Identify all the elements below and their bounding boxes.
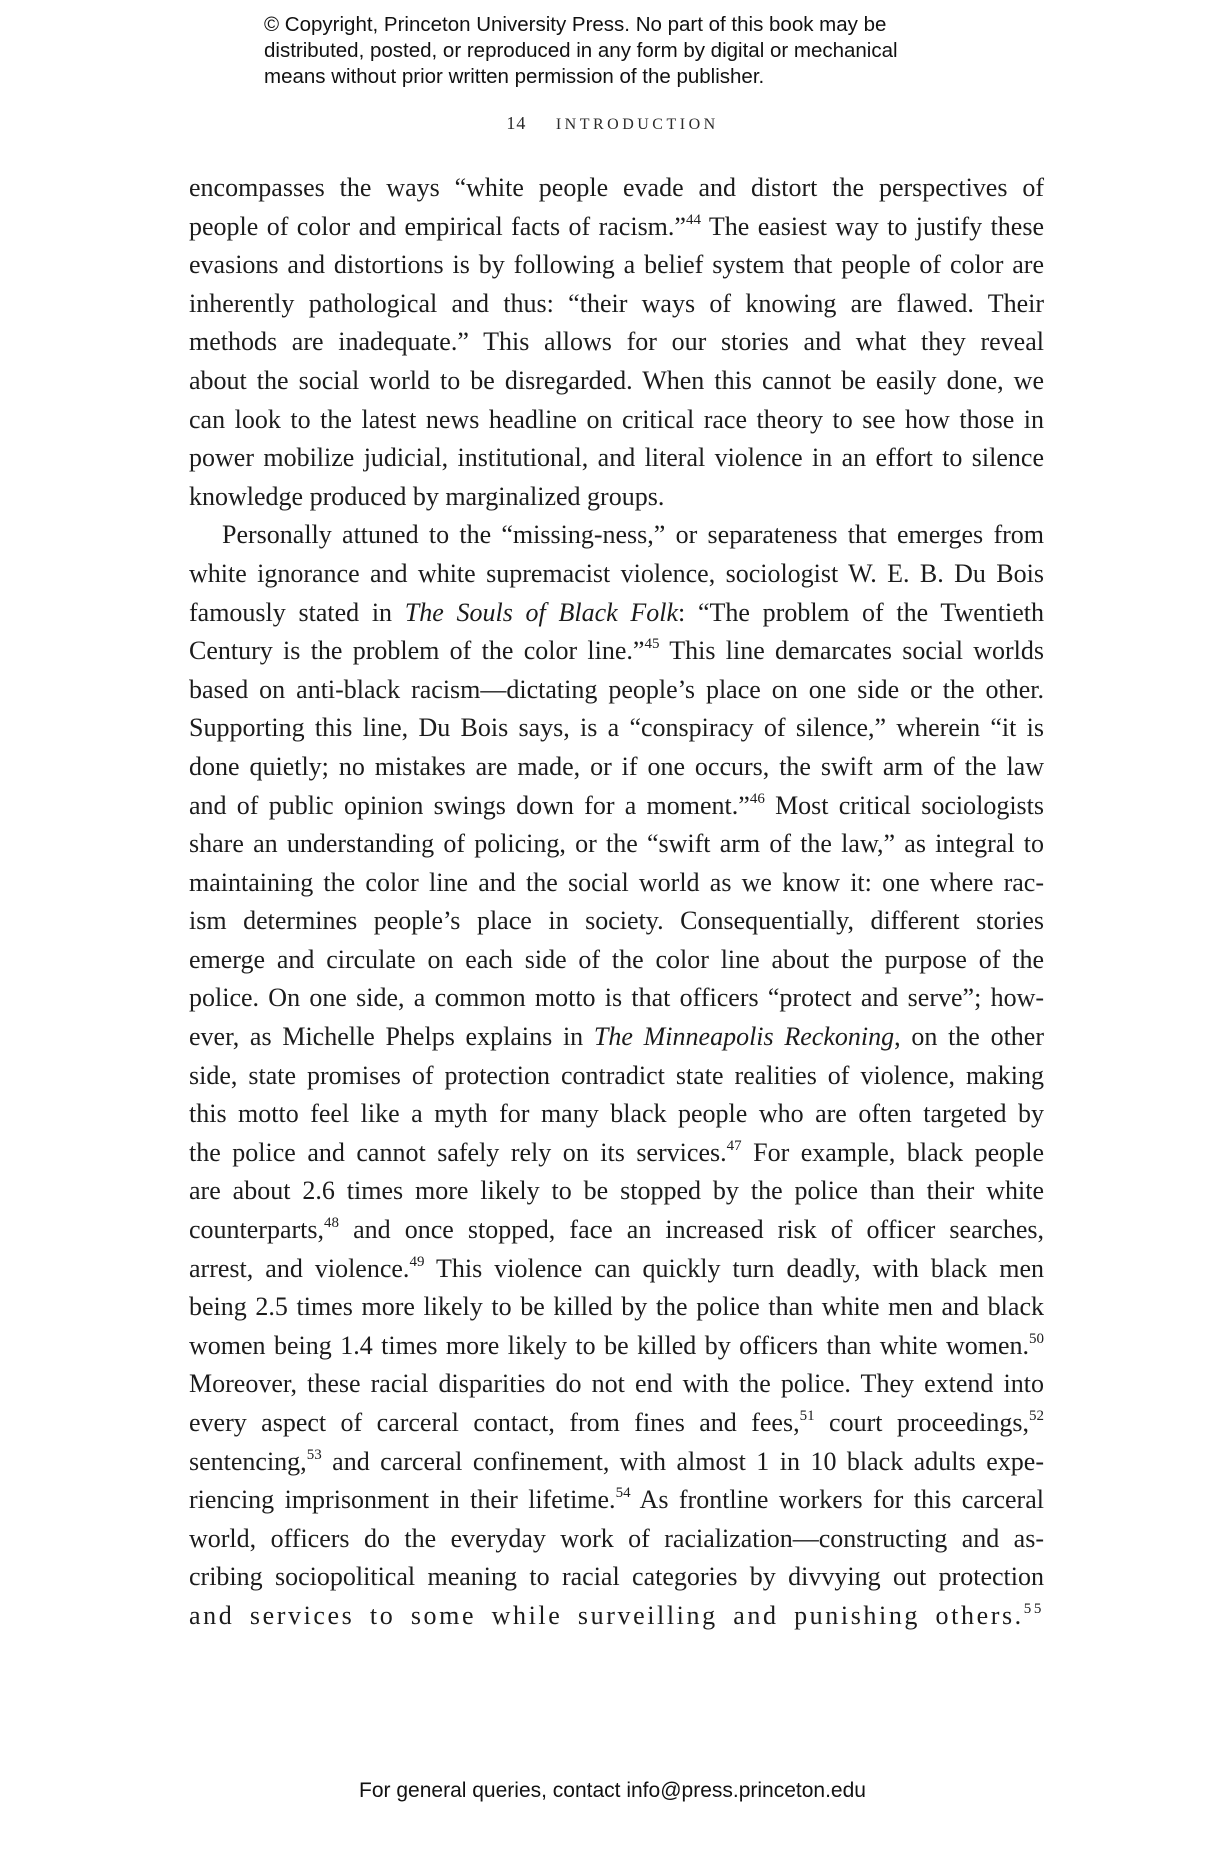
text-run: can look to the latest news headline on critical race theory to see how those in bbox=[189, 404, 1044, 434]
text-run: Century is the problem of the color line.” bbox=[189, 636, 645, 666]
text-run: being 2.5 times more likely to be killed by the police than white men and black bbox=[189, 1292, 1044, 1322]
text-line bbox=[189, 362, 1044, 401]
book-title: The Minneapolis Reckoning bbox=[593, 1022, 895, 1052]
text-line bbox=[189, 1250, 1044, 1289]
copyright-line: © Copyright, Princeton University Press. No part of this book may be bbox=[264, 13, 887, 36]
text-run: women being 1.4 times more likely to be killed by officers than white women. bbox=[189, 1330, 1029, 1360]
text-line bbox=[189, 285, 1044, 324]
text-run: emerge and circulate on each side of the color line about the purpose of the bbox=[189, 944, 1044, 974]
copyright-line: distributed, posted, or reproduced in any form by digital or mechanical bbox=[264, 39, 898, 62]
section-title: INTRODUCTION bbox=[555, 116, 719, 133]
text-line bbox=[189, 979, 1044, 1018]
text-run: about the social world to be disregarded. When this cannot be easily done, we bbox=[189, 365, 1044, 395]
page-number: 14 bbox=[506, 113, 527, 133]
text-run: Personally attuned to the “missing-ness,” or separateness that emerges from bbox=[222, 520, 1044, 550]
text-run: Supporting this line, Du Bois says, is a “conspiracy of silence,” wherein “it is bbox=[189, 713, 1044, 743]
text-run: white ignorance and white supremacist violence, sociologist W. E. B. Du Bois bbox=[189, 558, 1044, 588]
text-run: counterparts, bbox=[189, 1215, 325, 1245]
text-line bbox=[189, 594, 1044, 633]
footnote-ref[interactable]: 45 bbox=[644, 636, 660, 653]
text-run: knowledge produced by marginalized groups. bbox=[189, 481, 665, 511]
text-line bbox=[189, 1443, 1044, 1482]
text-line bbox=[189, 1365, 1044, 1404]
text-line bbox=[189, 1288, 1044, 1327]
text-run: : “The problem of the Twentieth bbox=[678, 597, 1044, 627]
footnote-ref[interactable]: 47 bbox=[726, 1137, 742, 1154]
text-line bbox=[189, 1327, 1044, 1366]
text-line bbox=[189, 902, 1044, 941]
text-line bbox=[189, 323, 1044, 362]
text-run: As frontline workers for this carceral bbox=[630, 1485, 1044, 1515]
text-run: done quietly; no mistakes are made, or if one occurs, the swift arm of the law bbox=[189, 751, 1044, 781]
footnote-ref[interactable]: 53 bbox=[306, 1446, 322, 1463]
text-line bbox=[189, 709, 1044, 748]
footnote-ref[interactable]: 49 bbox=[409, 1253, 425, 1270]
text-line bbox=[189, 941, 1044, 980]
text-run: and once stopped, face an increased risk of officer searches, bbox=[339, 1215, 1044, 1245]
text-run: world, officers do the everyday work of racialization—constructing and as- bbox=[189, 1523, 1044, 1553]
text-line bbox=[189, 864, 1044, 903]
text-line bbox=[189, 1597, 1044, 1636]
footnote-ref[interactable]: 55 bbox=[1023, 1600, 1044, 1617]
text-line bbox=[189, 555, 1044, 594]
text-run: ever, as Michelle Phelps explains in bbox=[189, 1022, 594, 1052]
text-line bbox=[189, 1172, 1044, 1211]
text-line bbox=[189, 1558, 1044, 1597]
text-line bbox=[189, 439, 1044, 478]
text-run: cribing sociopolitical meaning to racial categories by divvying out protection bbox=[189, 1562, 1044, 1592]
running-head bbox=[0, 113, 1225, 134]
book-title: The Souls of Black Folk bbox=[404, 597, 679, 627]
text-run: and of public opinion swings down for a moment.” bbox=[189, 790, 750, 820]
text-run: For example, black people bbox=[741, 1137, 1044, 1167]
text-run: Most critical sociologists bbox=[764, 790, 1045, 820]
text-run: This line demarcates social worlds bbox=[659, 636, 1044, 666]
text-line bbox=[189, 1134, 1044, 1173]
text-run: encompasses the ways “white people evade and distort the perspectives of bbox=[189, 173, 1044, 202]
text-line bbox=[189, 1520, 1044, 1559]
text-line bbox=[189, 516, 1044, 555]
text-run: are about 2.6 times more likely to be stopped by the police than their white bbox=[189, 1176, 1044, 1206]
text-run: police. On one side, a common motto is that officers “protect and serve”; how- bbox=[189, 983, 1044, 1013]
footnote-ref[interactable]: 44 bbox=[685, 211, 701, 228]
text-line bbox=[189, 748, 1044, 787]
text-run: famously stated in bbox=[189, 597, 405, 627]
text-run: side, state promises of protection contradict state realities of violence, making bbox=[189, 1060, 1044, 1090]
text-run: sentencing, bbox=[189, 1446, 307, 1476]
footnote-ref[interactable]: 50 bbox=[1029, 1330, 1044, 1347]
text-run: the police and cannot safely rely on its services. bbox=[189, 1137, 727, 1167]
text-line bbox=[189, 401, 1044, 440]
footnote-ref[interactable]: 51 bbox=[799, 1408, 815, 1424]
text-run: maintaining the color line and the social world as we know it: one where rac- bbox=[189, 867, 1044, 897]
text-line bbox=[189, 632, 1044, 671]
body-text bbox=[189, 169, 1044, 1636]
text-run: based on anti-black racism—dictating people’s place on one side or the other. bbox=[189, 674, 1044, 704]
text-line bbox=[189, 825, 1044, 864]
text-run: ism determines people’s place in society. Consequentially, different stories bbox=[189, 906, 1044, 936]
text-run: This violence can quickly turn deadly, with black men bbox=[424, 1253, 1044, 1283]
footnote-ref[interactable]: 54 bbox=[615, 1485, 631, 1502]
text-line bbox=[189, 1095, 1044, 1134]
text-line bbox=[189, 246, 1044, 285]
text-run: methods are inadequate.” This allows for our stories and what they reveal bbox=[189, 327, 1044, 357]
text-run: evasions and distortions is by following a belief system that people of color are bbox=[189, 250, 1044, 280]
text-run: this motto feel like a myth for many black people who are often targeted by bbox=[189, 1099, 1044, 1129]
text-run: people of color and empirical facts of racism.” bbox=[189, 211, 686, 241]
text-run: The easiest way to justify these bbox=[700, 211, 1044, 241]
text-run: , on the other bbox=[894, 1022, 1044, 1052]
text-line bbox=[189, 787, 1044, 826]
text-line bbox=[189, 1211, 1044, 1250]
text-run: power mobilize judicial, institutional, and literal violence in an effort to silence bbox=[189, 443, 1044, 473]
text-run: and carceral confinement, with almost 1 in 10 black adults expe- bbox=[321, 1446, 1044, 1476]
text-line bbox=[189, 1018, 1044, 1057]
footer-contact: For general queries, contact info@press.princeton.edu bbox=[359, 1779, 866, 1802]
text-line bbox=[189, 671, 1044, 710]
text-line bbox=[189, 169, 1044, 208]
text-run: inherently pathological and thus: “their ways of knowing are flawed. Their bbox=[189, 288, 1044, 318]
text-line bbox=[189, 208, 1044, 247]
text-run: Moreover, these racial disparities do not end with the police. They extend into bbox=[189, 1369, 1044, 1399]
copyright-line: means without prior written permission of the publisher. bbox=[264, 65, 765, 88]
text-line bbox=[189, 478, 1044, 517]
text-run: court proceedings, bbox=[814, 1408, 1029, 1437]
text-run: arrest, and violence. bbox=[189, 1253, 410, 1283]
footnote-ref[interactable]: 52 bbox=[1029, 1408, 1044, 1424]
text-run: share an understanding of policing, or the “swift arm of the law,” as integral to bbox=[189, 829, 1044, 859]
text-line bbox=[189, 1481, 1044, 1520]
copyright-notice bbox=[264, 12, 984, 90]
text-run: riencing imprisonment in their lifetime. bbox=[189, 1485, 616, 1515]
text-run: and services to some while surveilling and punishing others. bbox=[189, 1600, 1024, 1630]
footnote-ref[interactable]: 46 bbox=[749, 790, 765, 807]
text-line bbox=[189, 1404, 1044, 1443]
footnote-ref[interactable]: 48 bbox=[324, 1215, 340, 1232]
text-run: every aspect of carceral contact, from fines and fees, bbox=[189, 1408, 800, 1437]
text-line bbox=[189, 1057, 1044, 1096]
